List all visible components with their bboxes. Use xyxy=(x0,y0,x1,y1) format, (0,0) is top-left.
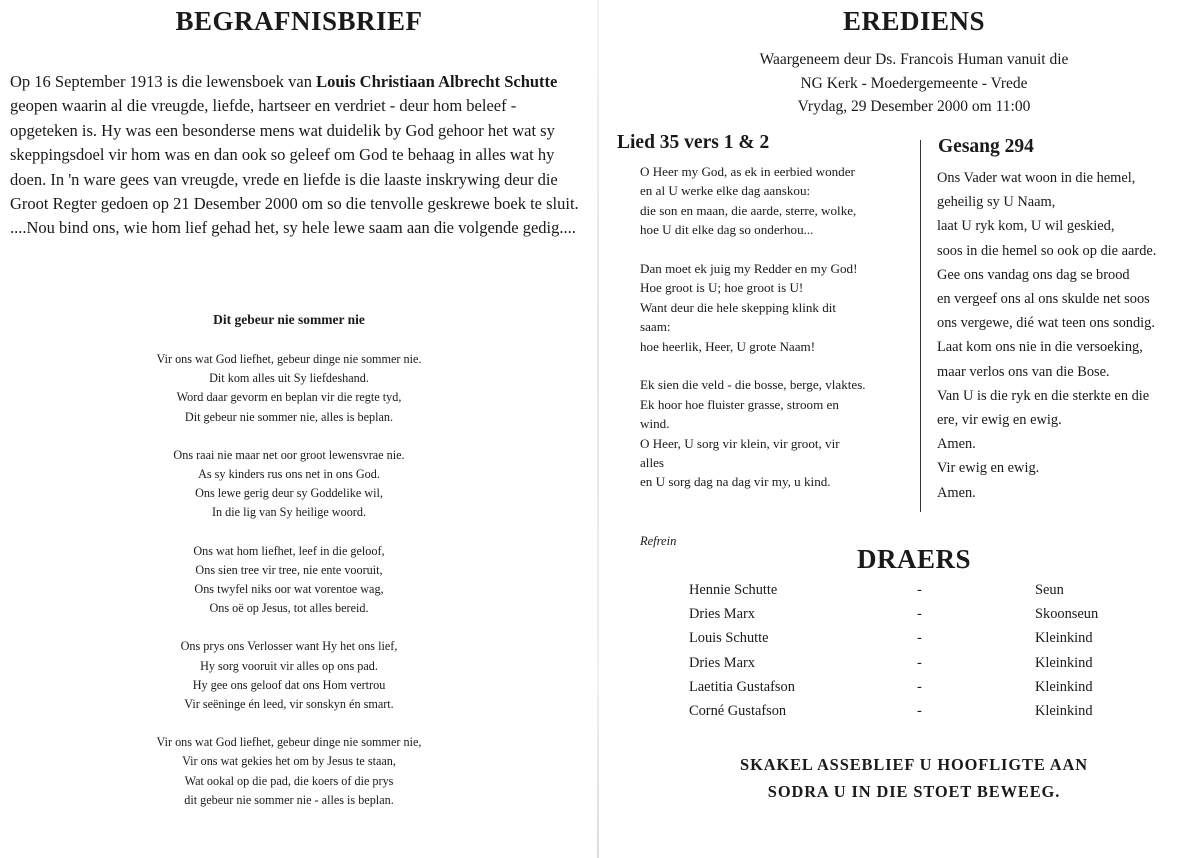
poem-line: Ons sien tree vir tree, nie ente vooruit, xyxy=(195,562,383,577)
bearer-row xyxy=(689,703,1194,727)
bearer-dash: - xyxy=(917,582,922,598)
column-divider xyxy=(920,140,921,512)
poem-line: Wat ookal op die pad, die koers of die prys xyxy=(184,773,394,788)
bearer-relation: Skoonseun xyxy=(1035,606,1099,623)
poem xyxy=(0,312,578,829)
poem-line: Ons twyfel niks oor wat vorentoe wag, xyxy=(194,582,384,597)
service-info xyxy=(600,48,1200,119)
bearer-dash: - xyxy=(917,606,922,623)
poem-line: Hy gee ons geloof dat ons Hom vertrou xyxy=(192,677,386,692)
gesang-line: maar verlos ons van die Bose. xyxy=(937,363,1110,380)
bearers-title: DRAERS xyxy=(856,544,972,574)
bearer-dash: - xyxy=(917,702,922,719)
poem-line: Vir seëninge én leed, vir sonskyn én smart. xyxy=(184,697,394,712)
poem-line: In die lig van Sy heilige woord. xyxy=(211,505,366,520)
lied-line: O Heer, U sorg vir klein, vir groot, vir xyxy=(640,435,840,451)
gesang-title: Gesang 294 xyxy=(938,136,1034,157)
bearer-name: Corné Gustafson xyxy=(689,702,787,719)
lied-line: die son en maan, die aarde, sterre, wolke, xyxy=(640,202,857,218)
poem-stanza xyxy=(0,637,578,714)
lied-line: en al U werke elke dag aanskou: xyxy=(640,183,811,199)
bearer-row xyxy=(689,630,1194,654)
gesang-line: Amen. xyxy=(937,484,976,501)
gesang-line: geheilig sy U Naam, xyxy=(937,194,1056,211)
lied-line: Dan moet ek juig my Redder en my God! xyxy=(640,261,858,277)
lied-line: O Heer my God, as ek in eerbied wonder xyxy=(640,164,855,179)
poem-title: Dit gebeur nie sommer nie xyxy=(213,312,365,327)
headlights-notice xyxy=(600,751,1200,805)
lied-line: Want deur die hele skepping klink dit xyxy=(640,299,837,315)
bearer-name: Louis Schutte xyxy=(689,630,769,647)
poem-stanza xyxy=(0,542,578,619)
lied-verse xyxy=(640,162,915,240)
lied-text xyxy=(640,162,915,511)
poem-stanza xyxy=(0,733,578,810)
bearer-row xyxy=(689,606,1194,630)
bearer-row xyxy=(689,679,1194,703)
bearer-name: Dries Marx xyxy=(689,654,755,671)
notice-line-2: SODRA U IN DIE STOET BEWEEG. xyxy=(767,782,1061,801)
bearer-relation: Seun xyxy=(1035,582,1064,598)
bearer-name: Hennie Schutte xyxy=(689,582,778,598)
poem-stanza xyxy=(0,446,578,523)
service-church: NG Kerk - Moedergemeente - Vrede xyxy=(800,74,1028,92)
page-fold xyxy=(597,0,599,858)
lied-line: Hoe groot is U; hoe groot is U! xyxy=(640,280,804,296)
gesang-line: ons vergewe, dié wat teen ons sondig. xyxy=(937,315,1155,332)
left-page xyxy=(0,0,598,858)
intro-paragraph-1: Op 16 September 1913 is die lewensboek van Louis Christiaan Albrecht Schutte geopen waarin al die vreugde, liefde, hartseer en verdriet - deur hom beleef - opgeteken is. Hy was een besonderse mens wat duidelik by God gehoor het wat sy skeppingsdoel vir hom was en dan ook so geleef om God te behaag in alles wat hy doen. In 'n ware gees van vreugde, vrede en liefde is die laaste inskrywing deur die Groot Regter gedoen op 21 Desember 2000 om so die tenvolle geskrewe boek te sluit. xyxy=(10,72,579,214)
bearer-relation: Kleinkind xyxy=(1035,630,1093,647)
poem-stanza xyxy=(0,350,578,427)
funeral-letter-title: BEGRAFNISBRIEF xyxy=(175,6,423,36)
gesang-line: Laat kom ons nie in die versoeking, xyxy=(937,339,1143,356)
bearer-dash: - xyxy=(917,630,922,647)
intro-paragraph-2: ....Nou bind ons, wie hom lief gehad het, sy hele lewe saam aan die volgende gedig.... xyxy=(10,218,576,238)
bearer-relation: Kleinkind xyxy=(1035,654,1093,671)
gesang-line: soos in die hemel so ook op die aarde. xyxy=(937,242,1157,259)
poem-line: Dit kom alles uit Sy liefdeshand. xyxy=(209,371,369,386)
bearer-relation: Kleinkind xyxy=(1035,678,1093,695)
refrain-label: Refrein xyxy=(640,534,677,548)
service-officiant: Waargeneem deur Ds. Francois Human vanuit die xyxy=(759,51,1069,68)
gesang-line: Vir ewig en ewig. xyxy=(937,460,1040,477)
lied-line: saam: xyxy=(640,319,671,335)
gesang-line: laat U ryk kom, U wil geskied, xyxy=(937,218,1115,235)
lied-line: Ek hoor hoe fluister grasse, stroom en xyxy=(640,396,839,412)
poem-stanzas xyxy=(0,350,578,810)
bearer-name: Dries Marx xyxy=(689,606,755,623)
lied-line: alles xyxy=(640,455,664,471)
lied-line: Ek sien die veld - die bosse, berge, vlaktes. xyxy=(640,377,866,393)
lied-line: hoe U dit elke dag so onderhou... xyxy=(640,222,814,238)
poem-line: Ons oë op Jesus, tot alles bereid. xyxy=(209,601,369,616)
service-date: Vrydag, 29 Desember 2000 om 11:00 xyxy=(797,98,1031,115)
gesang-line: Van U is die ryk en die sterkte en die xyxy=(937,387,1150,404)
notice-line-1: SKAKEL ASSEBLIEF U HOOFLIGTE AAN xyxy=(740,755,1088,774)
poem-line: Ons lewe gerig deur sy Goddelike wil, xyxy=(195,486,383,501)
service-title: EREDIENS xyxy=(842,6,986,36)
right-page xyxy=(600,0,1200,858)
bearer-dash: - xyxy=(917,654,922,671)
poem-line: Ons prys ons Verlosser want Hy het ons lief, xyxy=(180,639,398,654)
deceased-name: Louis Christiaan Albrecht Schutte xyxy=(316,72,558,91)
lied-verse xyxy=(640,375,915,491)
poem-line: Ons raai nie maar net oor groot lewensvrae nie. xyxy=(173,447,405,462)
bearer-row xyxy=(689,655,1194,679)
lied-verse xyxy=(640,259,915,356)
gesang-line: Gee ons vandag ons dag se brood xyxy=(937,266,1130,283)
bearer-dash: - xyxy=(917,678,922,695)
bearer-name: Laetitia Gustafson xyxy=(689,678,795,695)
poem-line: As sy kinders rus ons net in ons God. xyxy=(198,467,380,482)
gesang-line: Amen. xyxy=(937,436,976,453)
lied-line: wind. xyxy=(640,416,670,432)
poem-line: Hy sorg vooruit vir alles op ons pad. xyxy=(200,658,378,673)
gesang-text xyxy=(937,166,1199,505)
lied-line: hoe heerlik, Heer, U grote Naam! xyxy=(640,338,816,354)
gesang-line: ere, vir ewig en ewig. xyxy=(937,412,1062,429)
bearer-row xyxy=(689,582,1194,606)
poem-line: Vir ons wat gekies het om by Jesus te staan, xyxy=(182,754,396,769)
gesang-line: en vergeef ons al ons skulde net soos xyxy=(937,291,1150,308)
bearer-relation: Kleinkind xyxy=(1035,702,1093,719)
lied-line: en U sorg dag na dag vir my, u kind. xyxy=(640,474,831,490)
poem-line: Vir ons wat God liefhet, gebeur dinge nie sommer nie. xyxy=(156,352,422,366)
poem-line: Ons wat hom liefhet, leef in die geloof, xyxy=(193,543,385,558)
poem-line: dit gebeur nie sommer nie - alles is beplan. xyxy=(184,792,394,807)
poem-line: Dit gebeur nie sommer nie, alles is beplan. xyxy=(184,409,394,424)
gesang-line: Ons Vader wat woon in die hemel, xyxy=(937,170,1136,186)
poem-line: Word daar gevorm en beplan vir die regte tyd, xyxy=(176,390,402,405)
bearers-list xyxy=(689,582,1194,727)
lied-title: Lied 35 vers 1 & 2 xyxy=(617,132,770,153)
intro-text xyxy=(10,70,580,241)
poem-line: Vir ons wat God liefhet, gebeur dinge nie sommer nie, xyxy=(156,735,422,750)
